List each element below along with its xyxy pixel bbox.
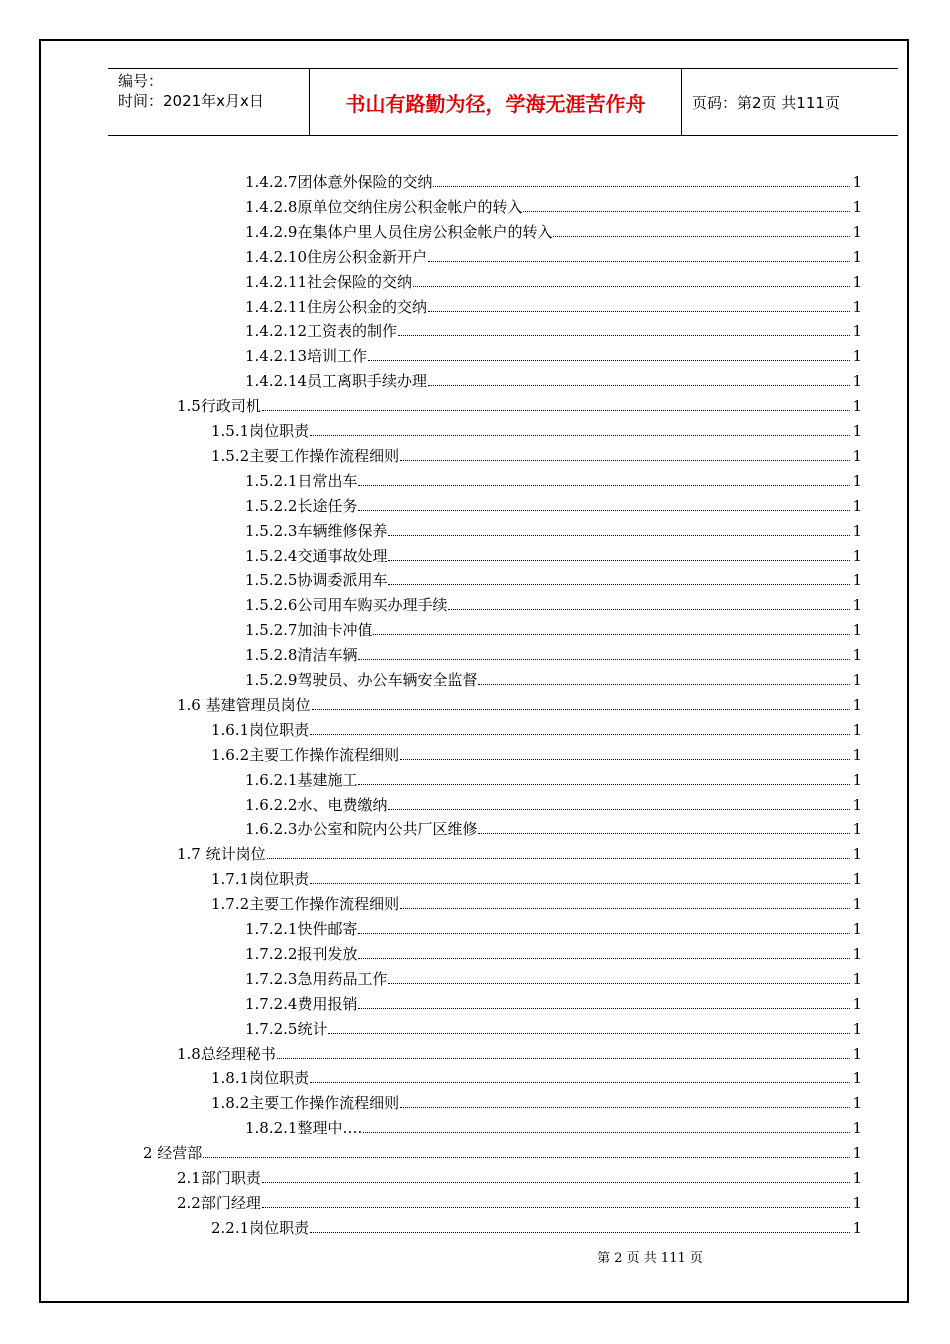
toc-leader-dots	[310, 1081, 850, 1083]
toc-leader-dots	[400, 1106, 850, 1108]
toc-leader-dots	[310, 882, 850, 884]
toc-leader-dots	[358, 783, 850, 785]
toc-entry-title: 1.7.2.1快件邮寄	[245, 920, 358, 938]
toc-leader-dots	[312, 708, 851, 710]
toc-entry-page: 1	[852, 322, 862, 341]
toc-entry-page: 1	[852, 596, 862, 615]
toc-entry[interactable]	[245, 168, 862, 192]
toc-entry[interactable]	[211, 1214, 862, 1238]
toc-entry-page: 1	[852, 297, 862, 316]
toc-leader-dots	[358, 932, 850, 934]
toc-entry[interactable]	[245, 467, 862, 491]
toc-leader-dots	[358, 658, 850, 660]
toc-entry-title: 1.4.2.8原单位交纳住房公积金帐户的转入	[245, 197, 523, 216]
toc-entry-title: 1.5.2.8清洁车辆	[245, 646, 358, 665]
toc-leader-dots	[358, 509, 850, 511]
toc-entry-page: 1	[852, 546, 862, 565]
toc-entry[interactable]	[211, 890, 862, 914]
toc-leader-dots	[262, 1206, 851, 1208]
toc-entry-title: 1.4.2.11社会保险的交纳	[245, 272, 413, 291]
toc-entry-page: 1	[852, 1094, 862, 1113]
toc-entry-page: 1	[852, 197, 862, 216]
toc-entry-title: 1.6.2.1基建施工	[245, 770, 358, 789]
toc-entry-title: 1.7.1岗位职责	[211, 870, 310, 889]
toc-entry-title: 1.4.2.7团体意外保险的交纳	[245, 173, 433, 191]
toc-entry-page: 1	[852, 969, 862, 988]
toc-leader-dots	[373, 633, 850, 635]
toc-entry[interactable]	[245, 591, 862, 615]
toc-entry-page: 1	[852, 695, 862, 714]
toc-entry-title: 1.7.2主要工作操作流程细则	[211, 895, 400, 914]
toc-leader-dots	[388, 982, 850, 984]
toc-leader-dots	[310, 434, 850, 436]
toc-entry[interactable]	[245, 990, 862, 1014]
toc-leader-dots	[388, 808, 850, 810]
toc-leader-dots	[328, 1032, 850, 1034]
toc-leader-dots	[428, 384, 850, 386]
toc-entry-title: 1.5.2.4交通事故处理	[245, 546, 388, 565]
toc-entry-page: 1	[852, 521, 862, 540]
toc-entry[interactable]	[245, 915, 862, 939]
toc-entry-page: 1	[852, 1144, 862, 1163]
toc-entry[interactable]	[143, 1139, 862, 1163]
toc-entry[interactable]	[211, 417, 862, 441]
toc-entry[interactable]	[245, 1015, 862, 1039]
toc-leader-dots	[363, 1131, 850, 1133]
toc-entry-page: 1	[852, 471, 862, 490]
toc-leader-dots	[400, 758, 850, 760]
toc-entry-title: 2.2部门经理	[177, 1193, 261, 1212]
toc-entry-title: 1.6.2.3办公室和院内公共厂区维修	[245, 820, 478, 839]
toc-entry-title: 1.4.2.9在集体户里人员住房公积金帐户的转入	[245, 222, 553, 241]
toc-entry-title: 1.8.2.1整理中….	[245, 1119, 363, 1138]
toc-entry[interactable]	[211, 442, 862, 466]
toc-entry-title: 1.5.2.3车辆维修保养	[245, 521, 388, 540]
toc-entry-page: 1	[852, 1119, 862, 1138]
toc-entry[interactable]	[177, 1040, 862, 1064]
toc-leader-dots	[267, 857, 851, 859]
toc-entry-page: 1	[852, 372, 862, 391]
toc-entry-page: 1	[852, 222, 862, 241]
toc-entry[interactable]	[177, 691, 862, 715]
toc-entry-page: 1	[852, 446, 862, 465]
toc-entry[interactable]	[245, 641, 862, 665]
toc-entry-page: 1	[852, 422, 862, 440]
toc-entry[interactable]	[245, 367, 862, 391]
toc-entry-page: 1	[852, 347, 862, 366]
header-motto: 书山有路勤为径，学海无涯苦作舟	[310, 69, 682, 135]
toc-entry[interactable]	[245, 666, 862, 690]
toc-leader-dots	[400, 459, 850, 461]
toc-entry[interactable]	[245, 243, 862, 267]
toc-entry-page: 1	[852, 1044, 862, 1063]
toc-entry-title: 1.7.2.2报刊发放	[245, 944, 358, 963]
toc-leader-dots	[400, 907, 850, 909]
toc-leader-dots	[388, 583, 850, 585]
toc-entry-page: 1	[852, 820, 862, 839]
toc-entry-page: 1	[852, 745, 862, 764]
toc-entry-title: 1.8.2主要工作操作流程细则	[211, 1094, 400, 1113]
toc-leader-dots	[428, 310, 850, 312]
toc-entry-title: 1.7.2.3急用药品工作	[245, 969, 388, 988]
toc-entry-page: 1	[852, 173, 862, 191]
toc-leader-dots	[310, 1231, 850, 1233]
toc-leader-dots	[448, 608, 850, 610]
document-date: 时间：2021年x月x日	[118, 92, 264, 110]
toc-leader-dots	[277, 1057, 851, 1059]
page-footer: 第 2 页 共 111 页	[597, 1251, 703, 1266]
header-page-info: 页码：第2页 共111页	[692, 93, 840, 112]
toc-entry-page: 1	[852, 845, 862, 864]
toc-entry-title: 1.5.2.6公司用车购买办理手续	[245, 596, 448, 615]
toc-entry-title: 1.5行政司机	[177, 397, 261, 416]
document-number: 编号：	[118, 72, 164, 90]
toc-leader-dots	[262, 1181, 851, 1183]
toc-entry[interactable]	[177, 840, 862, 864]
toc-entry-page: 1	[852, 994, 862, 1013]
toc-leader-dots	[433, 185, 850, 187]
toc-entry[interactable]	[245, 566, 862, 590]
toc-entry[interactable]	[211, 1064, 862, 1088]
toc-leader-dots	[203, 1156, 850, 1158]
toc-entry[interactable]	[245, 342, 862, 366]
toc-entry-title: 1.4.2.14员工离职手续办理	[245, 372, 428, 391]
toc-entry[interactable]	[245, 268, 862, 292]
toc-entry-page: 1	[852, 621, 862, 640]
toc-entry-page: 1	[852, 1193, 862, 1212]
toc-entry[interactable]	[245, 616, 862, 640]
toc-entry-page: 1	[852, 720, 862, 739]
toc-entry[interactable]	[245, 940, 862, 964]
toc-entry-title: 1.6.2.2水、电费缴纳	[245, 795, 388, 814]
toc-entry[interactable]	[211, 741, 862, 765]
toc-entry[interactable]	[245, 317, 862, 341]
toc-entry-page: 1	[852, 646, 862, 665]
toc-entry-title: 1.5.2.5协调委派用车	[245, 571, 388, 590]
toc-entry[interactable]	[177, 1189, 862, 1213]
toc-entry-page: 1	[852, 870, 862, 889]
toc-entry[interactable]	[177, 1164, 862, 1188]
toc-entry-page: 1	[852, 571, 862, 590]
toc-entry[interactable]	[211, 865, 862, 889]
toc-entry-title: 1.7.2.4费用报销	[245, 994, 358, 1013]
toc-entry[interactable]	[245, 293, 862, 317]
toc-leader-dots	[310, 733, 850, 735]
toc-entry-page: 1	[852, 944, 862, 963]
toc-entry-title: 1.5.1岗位职责	[211, 422, 310, 440]
toc-entry-page: 1	[852, 770, 862, 789]
toc-entry[interactable]	[245, 791, 862, 815]
toc-entry-title: 2.1部门职责	[177, 1169, 261, 1187]
toc-entry-title: 1.7.2.5统计	[245, 1019, 328, 1038]
toc-entry-page: 1	[852, 1069, 862, 1088]
toc-entry-title: 1.6.2主要工作操作流程细则	[211, 745, 400, 764]
toc-entry[interactable]	[245, 766, 862, 790]
toc-entry-title: 1.4.2.12工资表的制作	[245, 322, 398, 341]
toc-entry-page: 1	[852, 795, 862, 814]
toc-entry[interactable]	[245, 492, 862, 516]
toc-entry-page: 1	[852, 247, 862, 266]
toc-entry-title: 1.8总经理秘书	[177, 1044, 276, 1063]
toc-entry-page: 1	[852, 1169, 862, 1187]
toc-entry-title: 1.6 基建管理员岗位	[177, 695, 311, 714]
toc-entry[interactable]	[245, 542, 862, 566]
toc-entry[interactable]	[211, 716, 862, 740]
toc-leader-dots	[523, 210, 850, 212]
toc-entry-page: 1	[852, 1019, 862, 1038]
toc-leader-dots	[262, 409, 851, 411]
toc-entry-page: 1	[852, 272, 862, 291]
toc-leader-dots	[358, 484, 850, 486]
toc-leader-dots	[388, 534, 850, 536]
toc-leader-dots	[358, 1007, 850, 1009]
toc-entry-title: 1.4.2.11住房公积金的交纳	[245, 297, 428, 316]
toc-leader-dots	[428, 260, 850, 262]
toc-entry-title: 2.2.1岗位职责	[211, 1218, 310, 1237]
toc-entry-title: 1.5.2主要工作操作流程细则	[211, 446, 400, 465]
toc-entry-title: 1.8.1岗位职责	[211, 1069, 310, 1088]
toc-entry-title: 1.6.1岗位职责	[211, 720, 310, 739]
toc-leader-dots	[553, 235, 850, 237]
toc-entry[interactable]	[245, 1114, 862, 1138]
toc-entry[interactable]	[245, 517, 862, 541]
toc-entry-page: 1	[852, 1218, 862, 1237]
toc-leader-dots	[413, 285, 850, 287]
toc-entry[interactable]	[245, 815, 862, 839]
toc-entry-title: 1.5.2.2长途任务	[245, 496, 358, 515]
page-header	[108, 68, 898, 136]
toc-leader-dots	[388, 559, 850, 561]
toc-entry-title: 1.5.2.9驾驶员、办公车辆安全监督	[245, 671, 478, 689]
toc-leader-dots	[358, 957, 850, 959]
toc-entry[interactable]	[177, 392, 862, 416]
toc-entry-title: 1.7 统计岗位	[177, 845, 266, 864]
header-meta	[108, 69, 310, 135]
toc-entry-page: 1	[852, 496, 862, 515]
toc-entry-title: 1.4.2.13培训工作	[245, 347, 368, 366]
toc-entry-title: 1.4.2.10住房公积金新开户	[245, 247, 428, 266]
toc-entry[interactable]	[245, 193, 862, 217]
toc-entry-title: 1.5.2.1日常出车	[245, 471, 358, 490]
toc-leader-dots	[398, 334, 850, 336]
toc-entry-page: 1	[852, 920, 862, 938]
toc-entry[interactable]	[211, 1089, 862, 1113]
toc-entry-page: 1	[852, 895, 862, 914]
toc-leader-dots	[478, 683, 850, 685]
toc-leader-dots	[368, 359, 850, 361]
toc-entry-title: 1.5.2.7加油卡冲值	[245, 621, 373, 640]
toc-entry-page: 1	[852, 397, 862, 416]
toc-entry[interactable]	[245, 965, 862, 989]
toc-entry-page: 1	[852, 671, 862, 689]
toc-leader-dots	[478, 832, 850, 834]
toc-entry-title: 2 经营部	[143, 1144, 203, 1163]
toc-entry[interactable]	[245, 218, 862, 242]
